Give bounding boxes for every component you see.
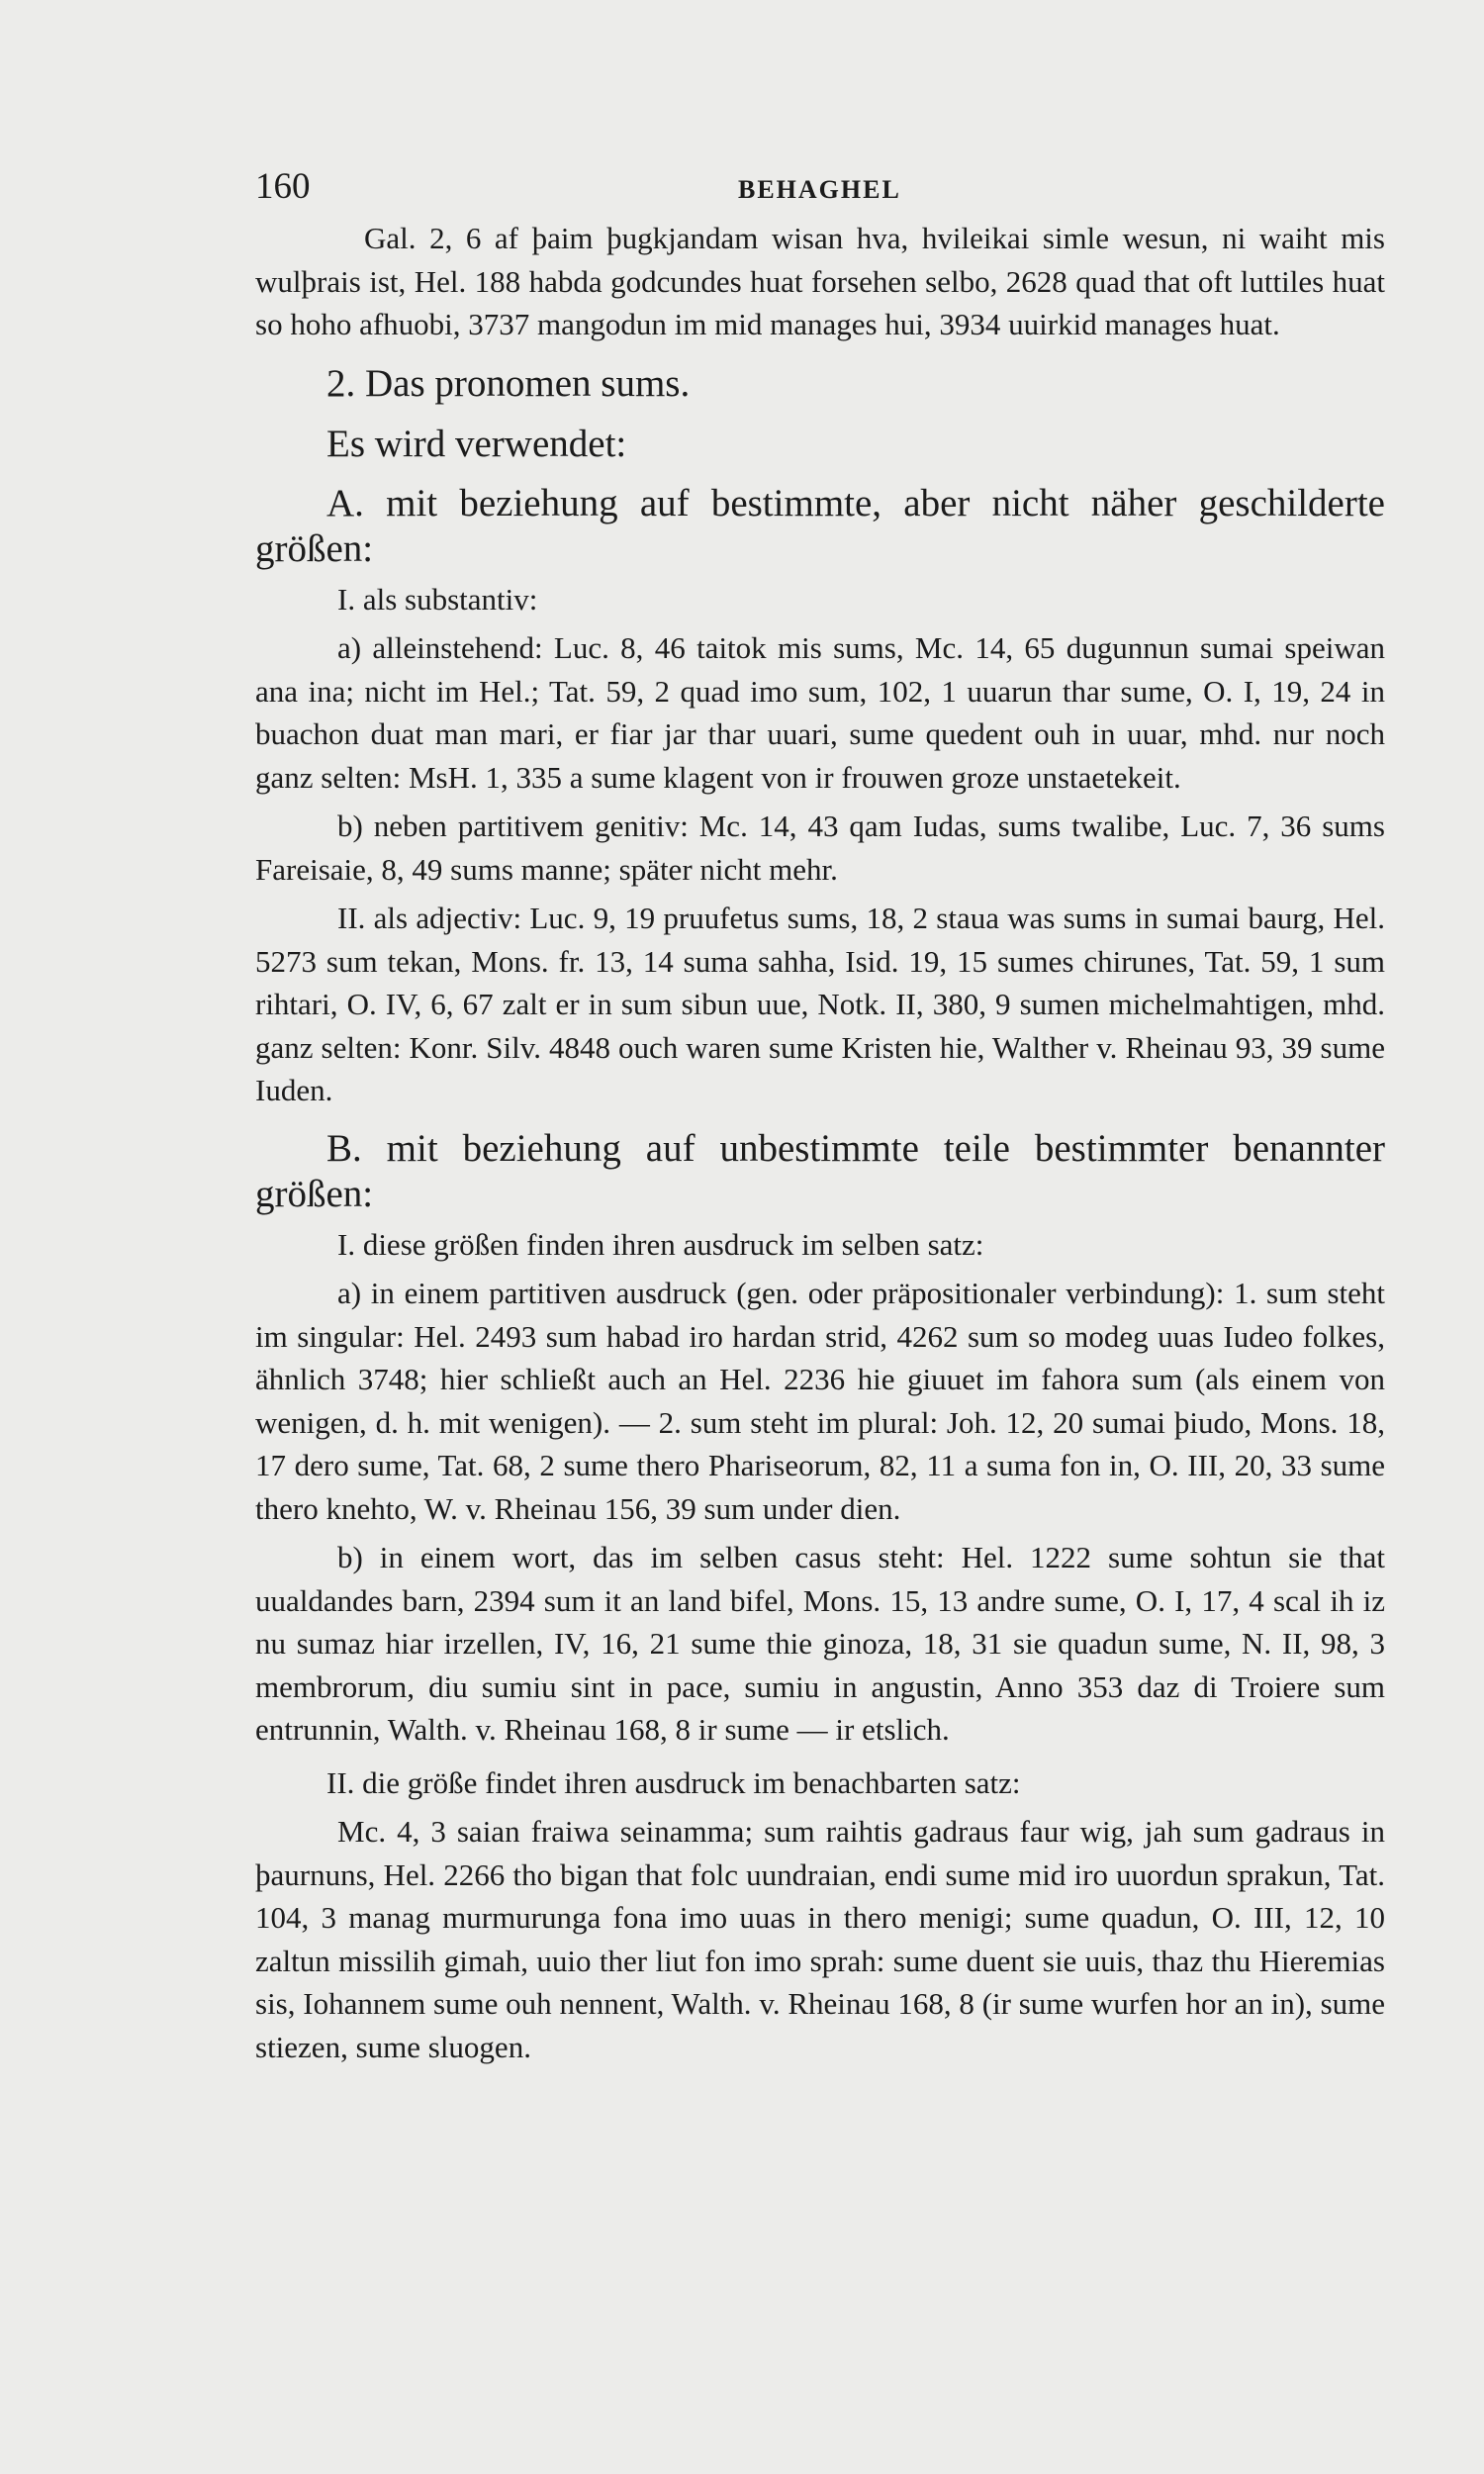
paragraph-b-i-a: a) in einem partitiven ausdruck (gen. oder präpositionaler verbindung): 1. sum steht im singular: Hel. 2493 sum habad iro hardan strid, 4262 sum so modeg uuas Iudeo folkes, ähnlich 3748; hier schließt auch an Hel. 2236 hie giuuet im fahora sum (als einem von wenigen, d. h. mit wenigen). — 2. sum steht im plural: Joh. 12, 20 sumai þiudo, Mons. 18, 17 dero sume, Tat. 68, 2 sume thero Phariseorum, 82, 11 a suma fon in, O. III, 20, 33 sume thero knehto, W. v. Rheinau 156, 39 sum under dien.	[255, 1276, 1385, 1526]
paragraph-b-i-b: b) in einem wort, das im selben casus steht: Hel. 1222 sume sohtun sie that uualdandes barn, 2394 sum it an land bifel, Mons. 15, 13 andre sume, O. I, 17, 4 scal ih iz nu sumaz hiar irzellen, IV, 16, 21 sume thie ginoza, 18, 31 sie quadun sume, N. II, 98, 3 membrorum, diu sumiu sint in pace, sumiu in angustin, Anno 353 daz di Troiere sum entrunnin, Walth. v. Rheinau 168, 8 ir sume — ir etslich.	[255, 1540, 1385, 1747]
paragraph-a-ii: II. als adjectiv: Luc. 9, 19 pruufetus sums, 18, 2 staua was sums in sumai baurg, Hel. 5273 sum tekan, Mons. fr. 13, 14 suma sahha, Isid. 19, 15 sumes chirunes, Tat. 59, 1 sum rihtari, O. IV, 6, 67 zalt er in sum sibun uue, Notk. II, 380, 9 sumen michelmahtigen, mhd. ganz selten: Konr. Silv. 4848 ouch waren sume Kristen hie, Walther v. Rheinau 93, 39 sume Iuden.	[255, 901, 1385, 1107]
paragraph-section-b: B. mit beziehung auf unbestimmte teile bestimmter benannter größen:	[255, 1126, 1385, 1215]
paragraph-gothic-examples: Gal. 2, 6 af þaim þugkjandam wisan hva, hvileikai simle wesun, ni waiht mis wulþrais ist, Hel. 188 habda godcundes huat forsehen selbo, 2628 quad that oft luttiles huat so hoho afhuobi, 3737 mangodun im mid manages hui, 3934 uuirkid manages huat.	[255, 221, 1385, 341]
paragraph-b-i: I. diese größen finden ihren ausdruck im selben satz:	[337, 1226, 984, 1262]
running-head: BEHAGHEL	[738, 175, 901, 204]
page-number: 160	[255, 166, 311, 207]
paragraph-b-ii-examples: Mc. 4, 3 saian fraiwa seinamma; sum raihtis gadraus faur wig, jah sum gadraus in þaurnuns, Hel. 2266 tho bigan that folc uundraian, endi sume mid iro uuordun sprakun, Tat. 104, 3 manag murmurunga fona imo uuas in thero menigi; sume quadun, O. III, 12, 10 zaltun missilih gimah, uuio ther liut fon imo sprah: sume duent sie uuis, thaz thu Hieremias sis, Iohannem sume ouh nennent, Walth. v. Rheinau 168, 8 (ir sume wurfen hor an in), sume stiezen, sume sluogen.	[255, 1814, 1385, 2064]
body-text	[255, 217, 1385, 2068]
section-heading-sums: 2. Das pronomen sums.	[326, 361, 691, 405]
paragraph-a-i-a: a) alleinstehend: Luc. 8, 46 taitok mis sums, Mc. 14, 65 dugunnun sumai speiwan ana ina; nicht im Hel.; Tat. 59, 2 quad imo sum, 102, 1 uuarun thar sume, O. I, 19, 24 in buachon duat man mari, er fiar jar thar uuari, sume quedent ouh in uuar, mhd. nur noch ganz selten: MsH. 1, 335 a sume klagent von ir frouwen groze unstaetekeit.	[255, 630, 1385, 795]
paragraph-b-ii: II. die größe findet ihren ausdruck im benachbarten satz:	[326, 1764, 1021, 1800]
paragraph-a-i: I. als substantiv:	[337, 581, 538, 617]
paragraph-a-i-b: b) neben partitivem genitiv: Mc. 14, 43 qam Iudas, sums twalibe, Luc. 7, 36 sums Fareisaie, 8, 49 sums manne; später nicht mehr.	[255, 809, 1385, 887]
paragraph-usage-intro: Es wird verwendet:	[326, 422, 627, 465]
paragraph-section-a: A. mit beziehung auf bestimmte, aber nicht näher geschilderte größen:	[255, 481, 1385, 570]
page-header	[255, 153, 1385, 213]
